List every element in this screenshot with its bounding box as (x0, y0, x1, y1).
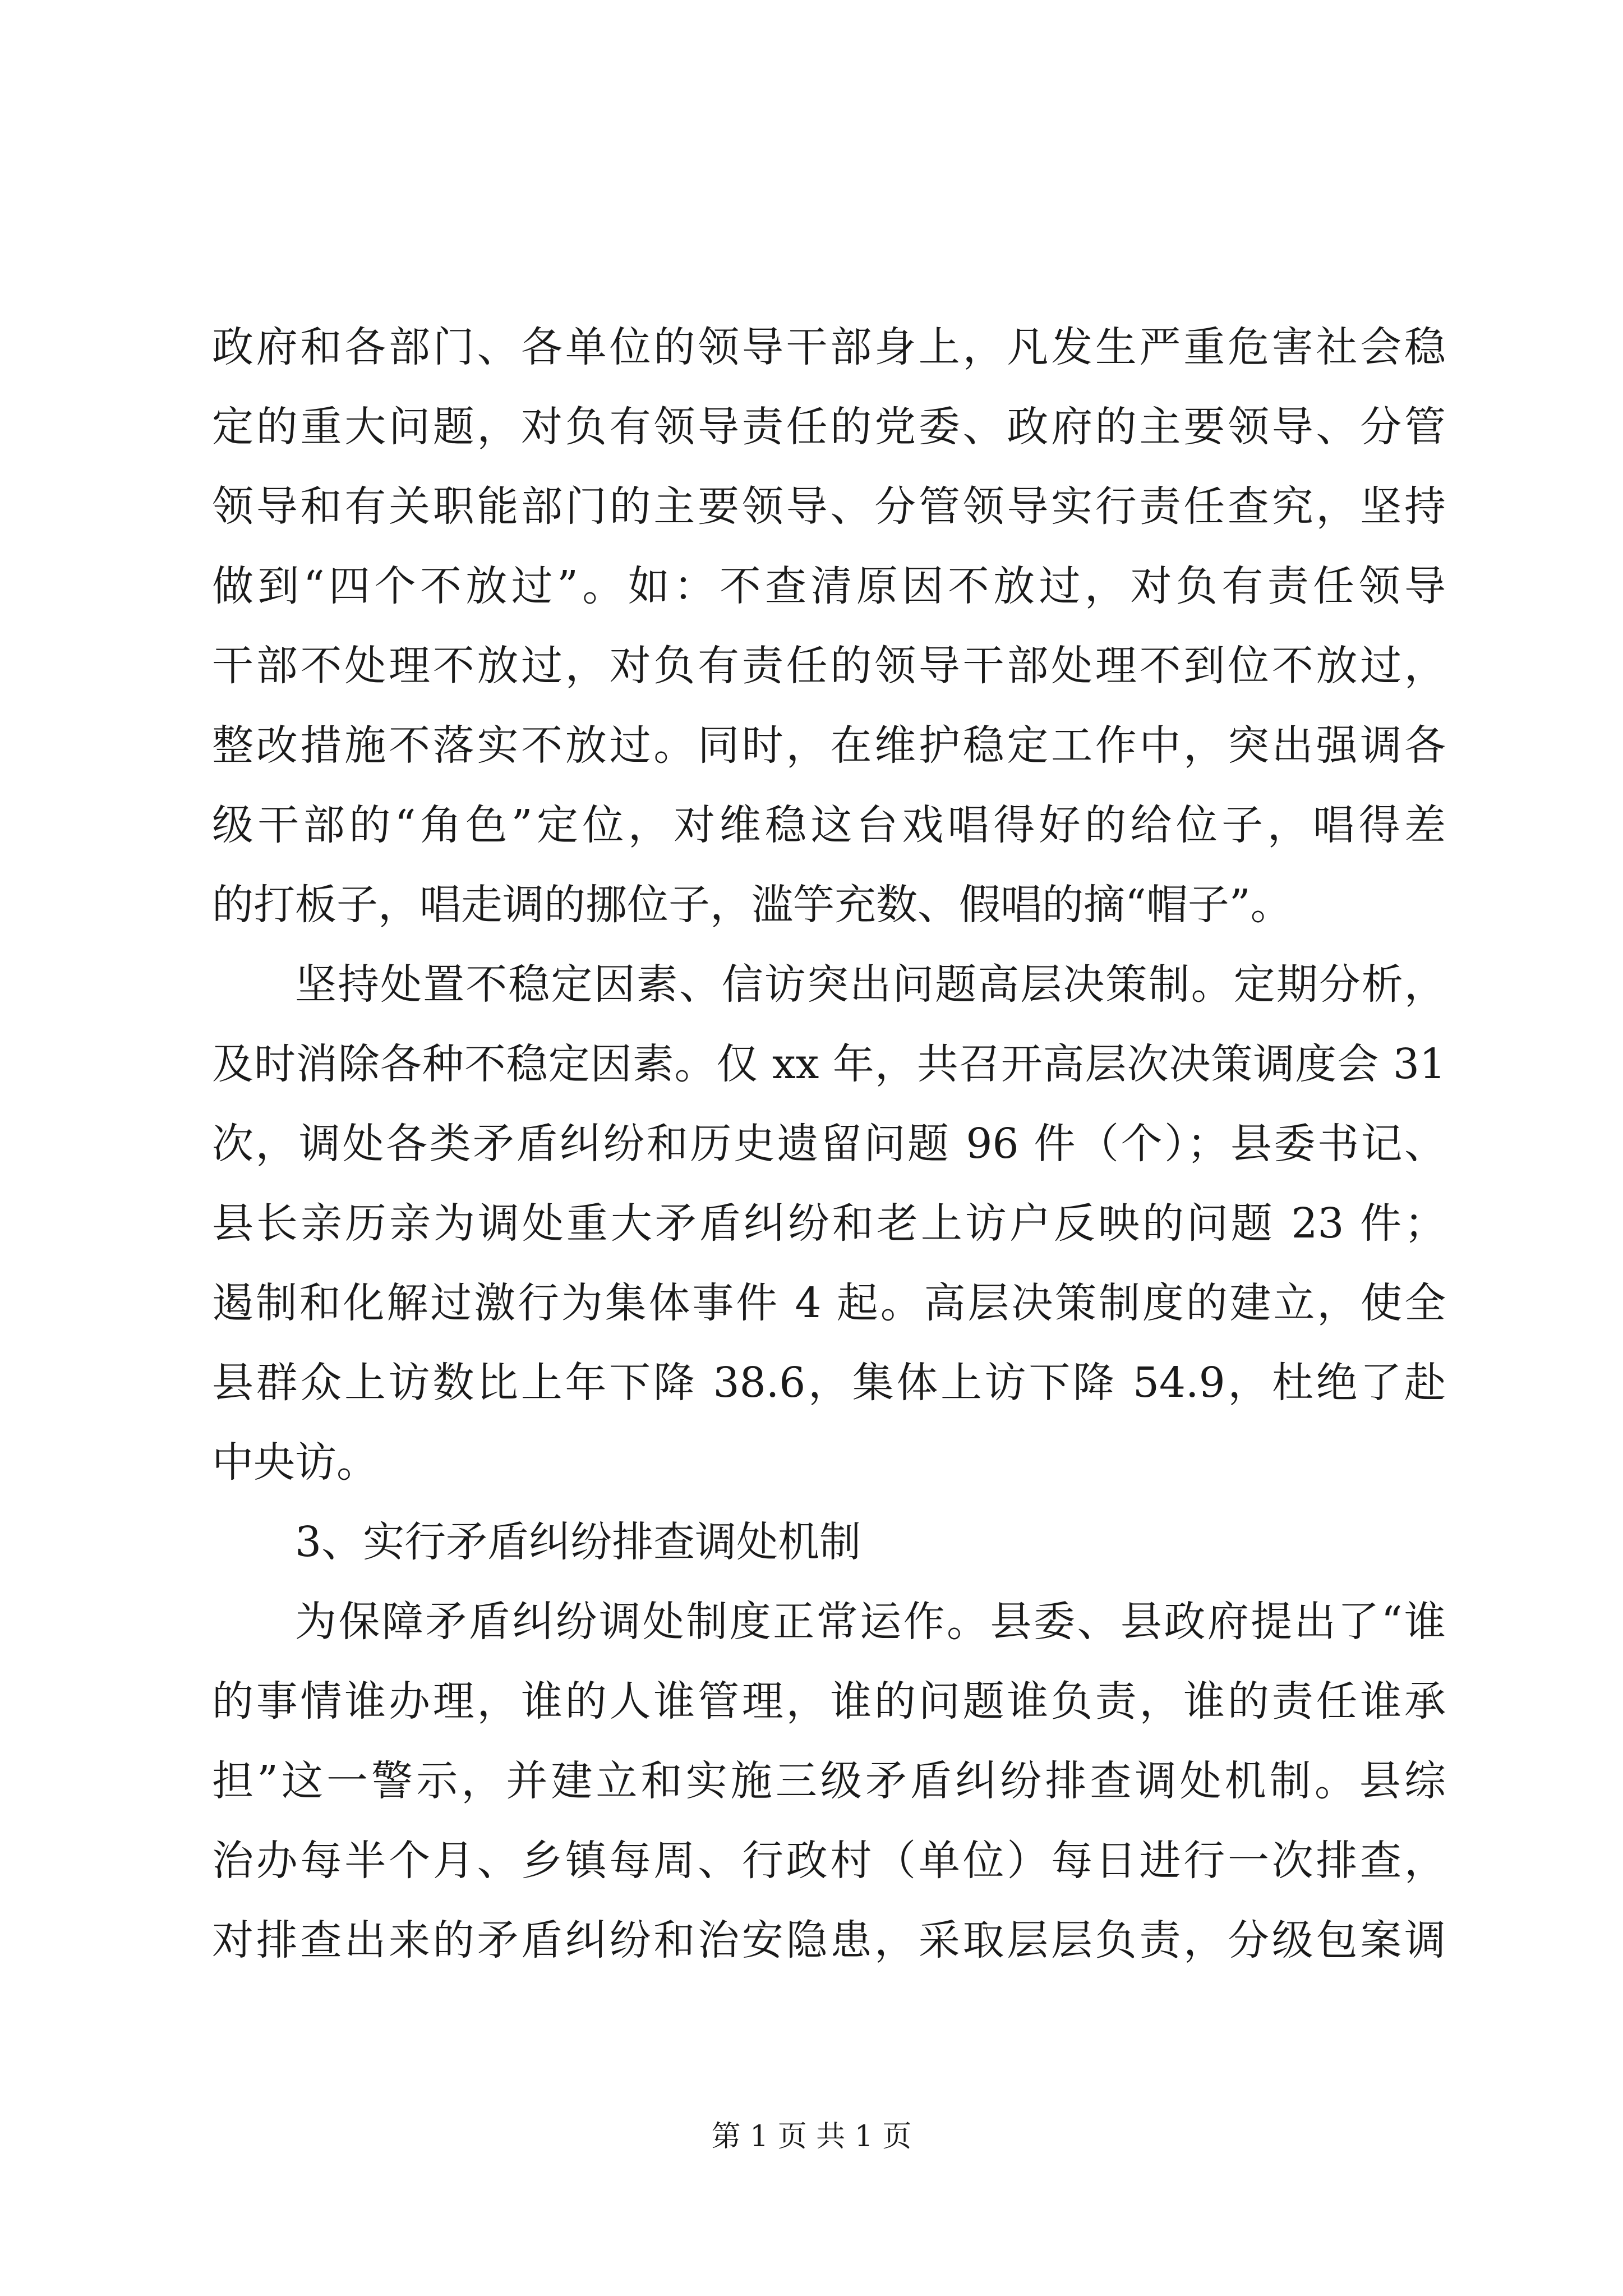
paragraph-line: 县长亲历亲为调处重大矛盾纠纷和老上访户反映的问题 23 件； (212, 1199, 1446, 1248)
section-heading: 3、实行矛盾纠纷排查调处机制 (295, 1518, 861, 1566)
paragraph-line: 的打板子，唱走调的挪位子，滥竽充数、假唱的摘“帽子”。 (212, 881, 1292, 929)
document-body (212, 307, 1446, 1980)
paragraph-line: 坚持处置不稳定因素、信访突出问题高层决策制。定期分析， (295, 960, 1446, 1009)
paragraph-line: 县群众上访数比上年下降 38.6，集体上访下降 54.9，杜绝了赴 (212, 1359, 1446, 1407)
paragraph-line: 领导和有关职能部门的主要领导、分管领导实行责任查究，坚持 (212, 482, 1446, 531)
paragraph-line: 的事情谁办理，谁的人谁管理，谁的问题谁负责，谁的责任谁承 (212, 1677, 1446, 1726)
paragraph-line: 次，调处各类矛盾纠纷和历史遗留问题 96 件（个）；县委书记、 (212, 1120, 1446, 1168)
paragraph-line: 中央访。 (212, 1438, 378, 1487)
paragraph-line: 级干部的“角色”定位，对维稳这台戏唱得好的给位子，唱得差 (212, 801, 1446, 849)
paragraph-line: 对排查出来的矛盾纠纷和治安隐患，采取层层负责，分级包案调 (212, 1916, 1446, 1964)
paragraph-line: 政府和各部门、各单位的领导干部身上，凡发生严重危害社会稳 (212, 323, 1446, 371)
paragraph-line: 担”这一警示，并建立和实施三级矛盾纠纷排查调处机制。县综 (212, 1757, 1446, 1805)
paragraph-line: 为保障矛盾纠纷调处制度正常运作。县委、县政府提出了“谁 (295, 1598, 1446, 1646)
paragraph-line: 定的重大问题，对负有领导责任的党委、政府的主要领导、分管 (212, 403, 1446, 451)
paragraph-line: 做到“四个不放过”。如：不查清原因不放过，对负有责任领导 (212, 562, 1446, 610)
paragraph-line: 及时消除各种不稳定因素。仅 xx 年，共召开高层次决策调度会 31 (212, 1040, 1446, 1088)
paragraph-line: 整改措施不落实不放过。同时，在维护稳定工作中，突出强调各 (212, 721, 1446, 770)
paragraph-line: 干部不处理不放过，对负有责任的领导干部处理不到位不放过， (212, 642, 1446, 690)
paragraph-line: 治办每半个月、乡镇每周、行政村（单位）每日进行一次排查， (212, 1837, 1446, 1885)
paragraph-line: 遏制和化解过激行为集体事件 4 起。高层决策制度的建立，使全 (212, 1279, 1446, 1327)
page-number-footer: 第 1 页 共 1 页 (711, 2120, 912, 2154)
